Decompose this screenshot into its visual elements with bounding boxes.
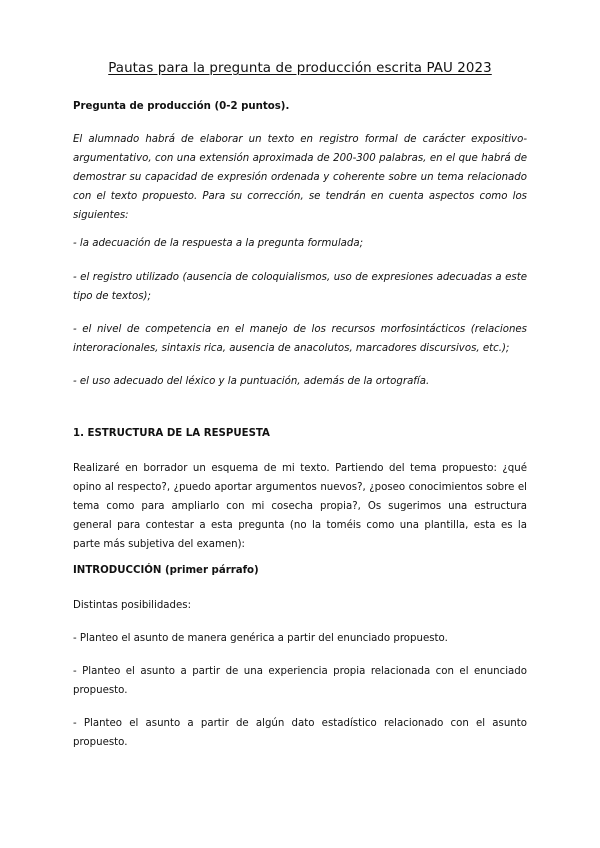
possibility-item: - Planteo el asunto a partir de una experiencia propia relacionada con el enunciado propuesto. — [73, 666, 527, 696]
intro-paragraph: El alumnado habrá de elaborar un texto en registro formal de carácter expositivo-argumentativo, con una extensión aproximada de 200-300 palabras, en el que habrá de demostrar su capacidad de expresión ordenada y coherente sobre un tema relacionado con el texto propuesto. Para su corrección, se tendrán en cuenta aspectos como los siguientes: — [73, 134, 527, 221]
section-paragraph: Realizaré en borrador un esquema de mi texto. Partiendo del tema propuesto: ¿qué opino al respecto?, ¿puedo aportar argumentos nuevos?, ¿poseo conocimientos sobre el tema como para ampliarlo con mi cosecha propia?, Os sugerimos una estructura general para contestar a esta pregunta (no la toméis como una plantilla, esta es la parte más subjetiva del examen): — [73, 463, 527, 550]
document-title: Pautas para la pregunta de producción escrita PAU 2023 — [108, 61, 492, 76]
production-heading: Pregunta de producción (0-2 puntos). — [73, 101, 290, 112]
section-heading: 1. ESTRUCTURA DE LA RESPUESTA — [73, 428, 270, 439]
criterion-item: - el uso adecuado del léxico y la puntuación, además de la ortografía. — [73, 376, 430, 387]
criterion-item: - el registro utilizado (ausencia de coloquialismos, uso de expresiones adecuadas a este tipo de textos); — [73, 272, 527, 302]
possibility-item: - Planteo el asunto a partir de algún dato estadístico relacionado con el asunto propuesto. — [73, 718, 527, 748]
possibilities-label: Distintas posibilidades: — [73, 600, 192, 611]
criterion-item: - la adecuación de la respuesta a la pregunta formulada; — [73, 238, 364, 249]
possibility-item: - Planteo el asunto de manera genérica a partir del enunciado propuesto. — [73, 633, 448, 644]
criterion-item: - el nivel de competencia en el manejo de los recursos morfosintácticos (relaciones interoracionales, sintaxis rica, ausencia de anacolutos, marcadores discursivos, etc.); — [73, 324, 527, 354]
introduction-heading: INTRODUCCIÓN (primer párrafo) — [73, 565, 259, 576]
